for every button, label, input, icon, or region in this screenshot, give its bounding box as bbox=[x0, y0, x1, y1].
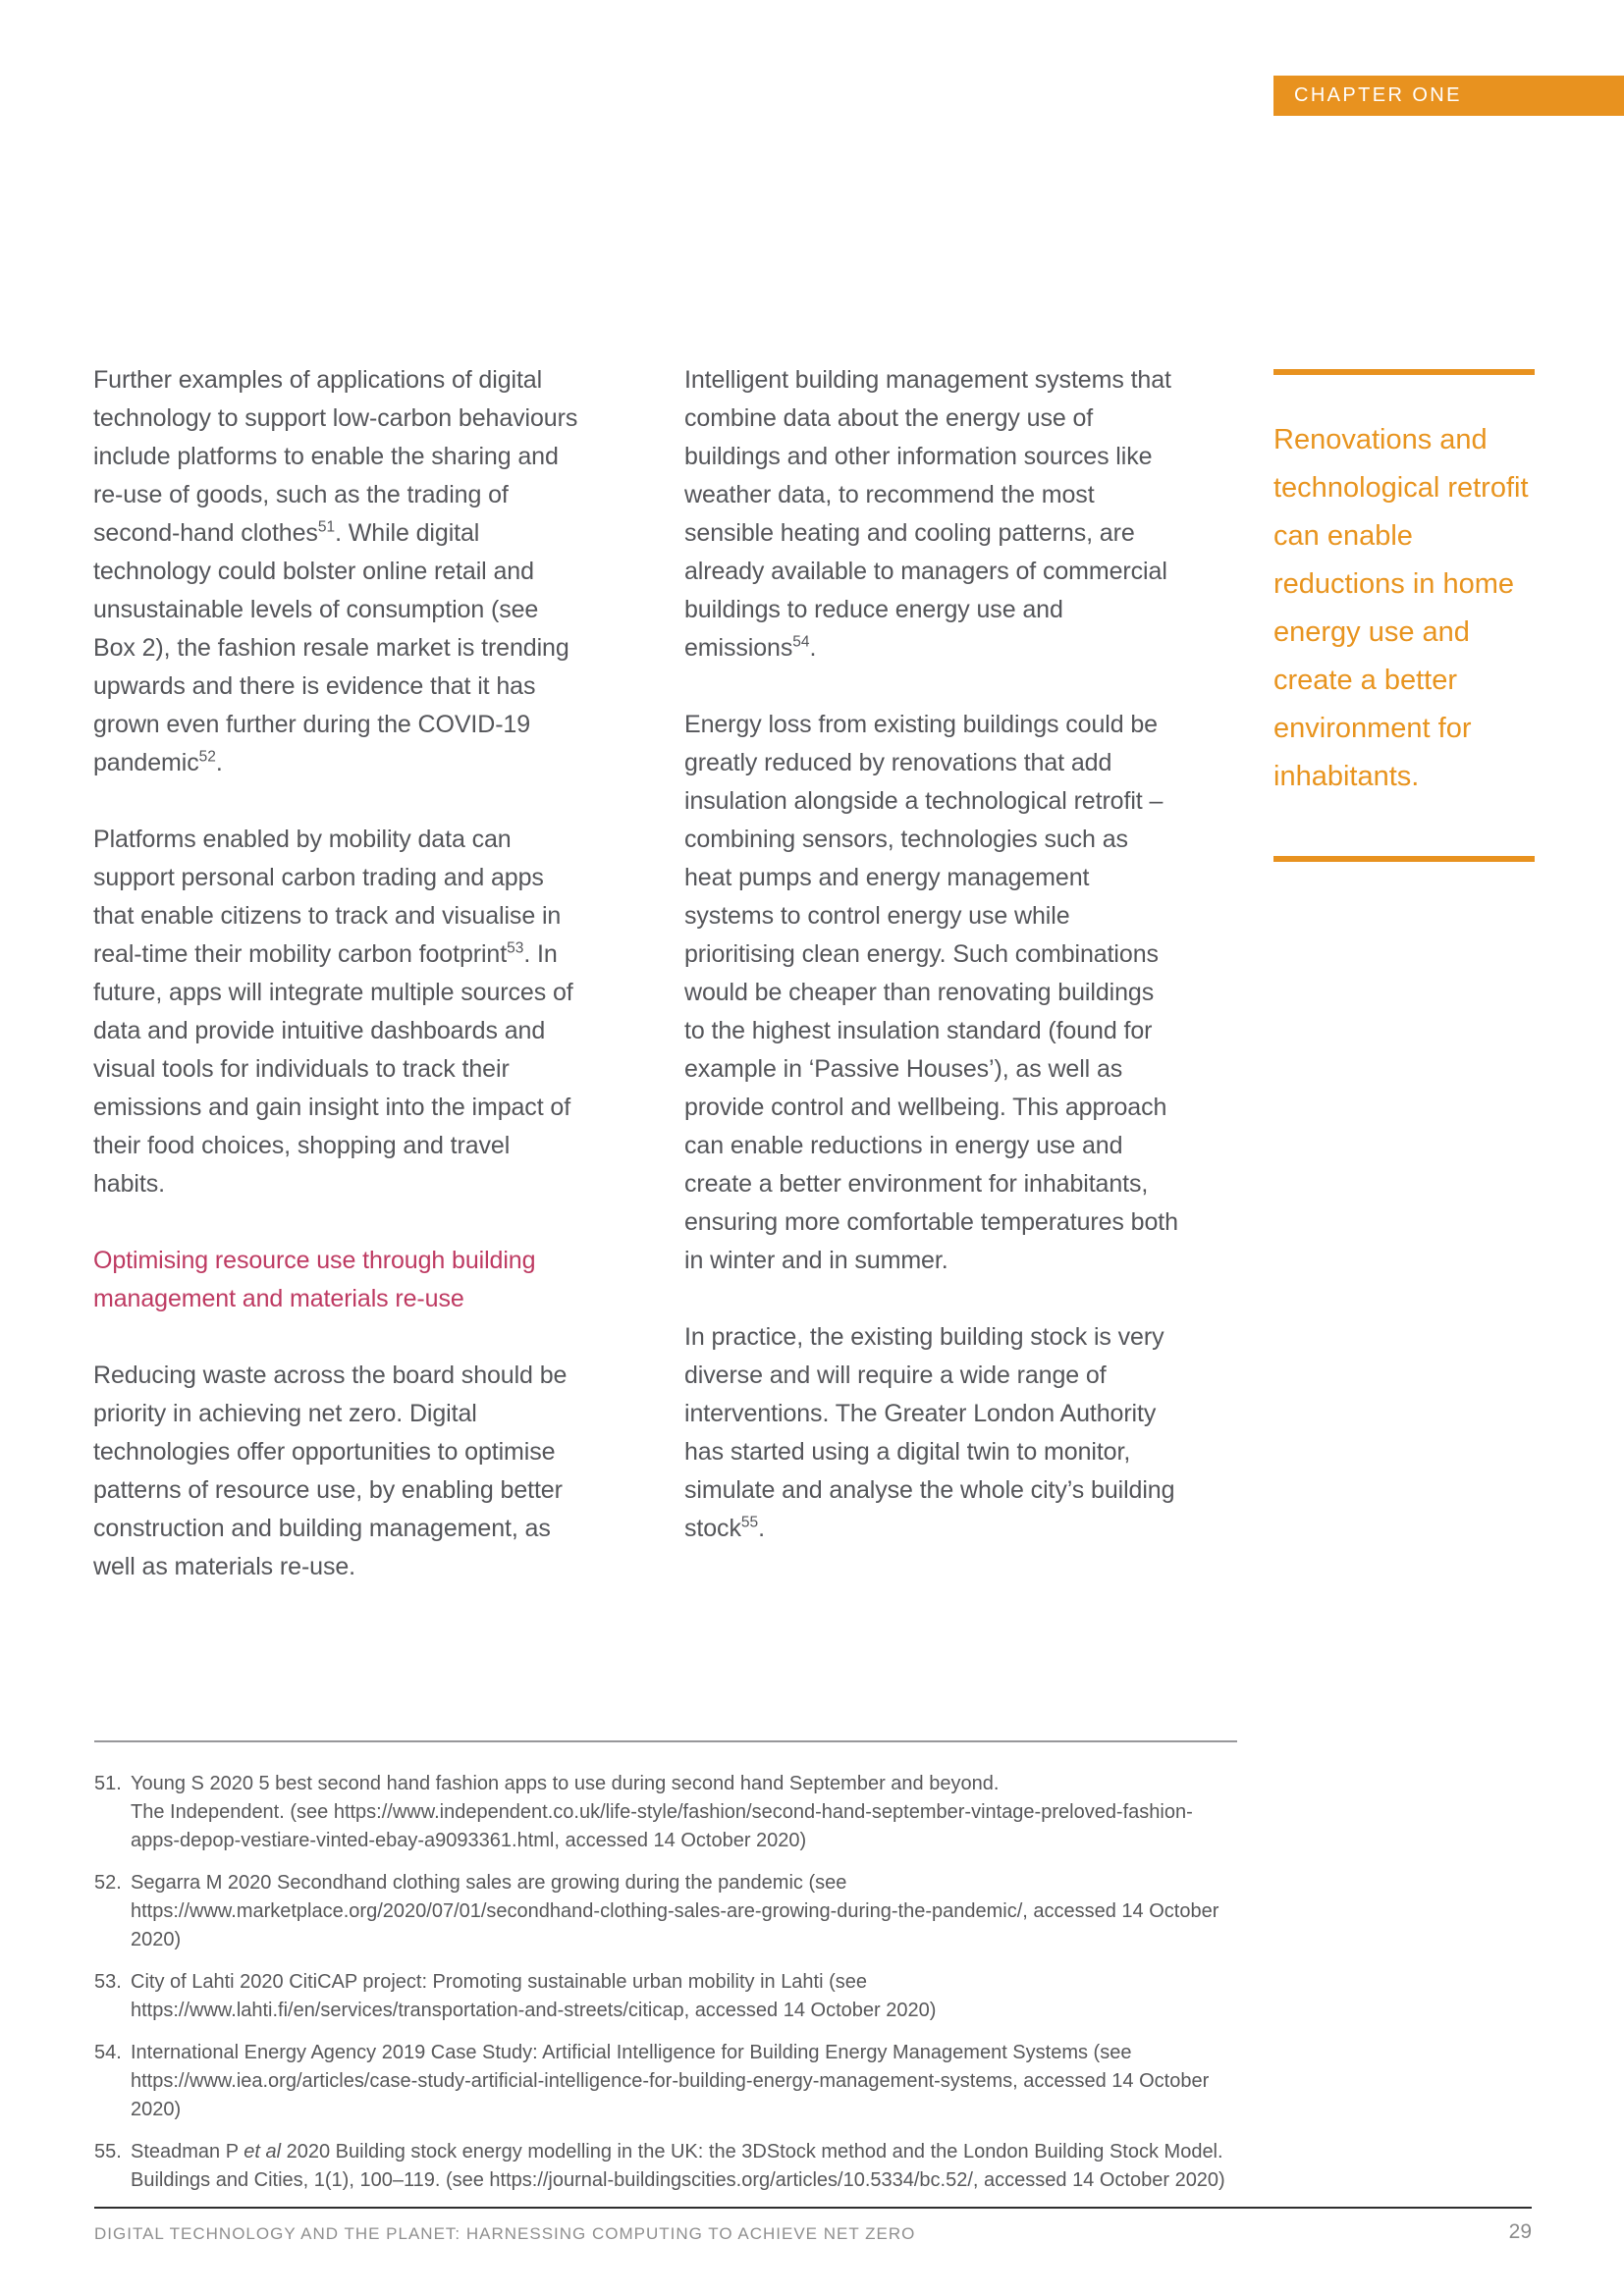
footer-page-number: 29 bbox=[1508, 2220, 1532, 2243]
body-paragraph: Reducing waste across the board should be priority in achieving net zero. Digital technologies offer opportunities to optimise patterns of resource use, by enabling better construction and building management, as well as materials re-use. bbox=[93, 1362, 568, 1580]
pullquote-text: Renovations and technological retrofit can enable reductions in home energy use and create a better environment for inhabitants. bbox=[1273, 424, 1529, 792]
footnote-number: 51. bbox=[94, 1773, 122, 1794]
footnote-item bbox=[94, 2039, 1237, 2124]
body-column-right bbox=[684, 361, 1180, 1548]
body-paragraph: Platforms enabled by mobility data can support personal carbon trading and apps that enable citizens to track and visualise in real-time their mobility carbon footprint$^{53}$. In future, apps will integrate multiple sources of data and provide intuitive dashboards and visual tools for individuals to track their emissions and gain insight into the impact of their food choices, shopping and travel habits. bbox=[93, 826, 573, 1198]
footnote-text: Segarra M 2020 Secondhand clothing sales are growing during the pandemic (see https://www.marketplace.org/2020/07/01/secondhand-clothing-sales-are-growing-during-the-pandemic/, accessed 14 October 2020) bbox=[131, 1872, 1219, 1950]
footnote-text: Young S 2020 5 best second hand fashion apps to use during second hand September and beyond. The Independent. (see https://www.independent.co.uk/life-style/fashion/second-hand-september-vintage-preloved-fashion-apps-depop-vestiare-vinted-ebay-a9093361.html, accessed 14 October 2020) bbox=[131, 1773, 1193, 1851]
chapter-banner-label: CHAPTER ONE bbox=[1294, 84, 1462, 106]
pullquote-rule-top bbox=[1273, 369, 1535, 375]
footnote-item bbox=[94, 2138, 1237, 2195]
footnote-number: 55. bbox=[94, 2141, 122, 2163]
footer-title: DIGITAL TECHNOLOGY AND THE PLANET: HARNESSING COMPUTING TO ACHIEVE NET ZERO bbox=[94, 2224, 916, 2243]
footnote-text: City of Lahti 2020 CitiCAP project: Promoting sustainable urban mobility in Lahti (see https://www.lahti.fi/en/services/transportation-and-streets/citicap, accessed 14 October 2020) bbox=[131, 1971, 937, 2021]
body-paragraph: Intelligent building management systems that combine data about the energy use of buildings and other information sources like weather data, to recommend the most sensible heating and cooling patterns, are already available to managers of commercial buildings to reduce energy use and emissions$^{54}$. bbox=[684, 366, 1171, 662]
body-paragraph: In practice, the existing building stock is very diverse and will require a wide range of interventions. The Greater London Authority has started using a digital twin to monitor, simulate and analyse the whole city’s building stock$^{55}$. bbox=[684, 1323, 1175, 1542]
footnote-number: 53. bbox=[94, 1971, 122, 1993]
footnote-item bbox=[94, 1968, 1237, 2025]
section-heading: Optimising resource use through building management and materials re-use bbox=[93, 1247, 536, 1312]
footnotes bbox=[94, 1740, 1237, 2209]
footnote-text: International Energy Agency 2019 Case Study: Artificial Intelligence for Building Energy Management Systems (see https://www.iea.org/articles/case-study-artificial-intelligence-for-building-energy-management-systems, accessed 14 October 2020) bbox=[131, 2042, 1210, 2120]
pullquote-rule-bottom bbox=[1273, 856, 1535, 862]
chapter-banner bbox=[1273, 76, 1624, 116]
footer-rule bbox=[94, 2207, 1532, 2209]
body-paragraph: Further examples of applications of digital technology to support low-carbon behaviours include platforms to enable the sharing and re-use of goods, such as the trading of second-hand clothes$^{51}$. While digital technology could bolster online retail and unsustainable levels of consumption (see Box 2), the fashion resale market is trending upwards and there is evidence that it has grown even further during the COVID-19 pandemic$^{52}$. bbox=[93, 366, 578, 776]
footnote-number: 52. bbox=[94, 1872, 122, 1894]
footnote-number: 54. bbox=[94, 2042, 122, 2063]
body-paragraph: Energy loss from existing buildings could be greatly reduced by renovations that add insulation alongside a technological retrofit – combining sensors, technologies such as heat pumps and energy management systems to control energy use while prioritising clean energy. Such combinations would be cheaper than renovating buildings to the highest insulation standard (found for example in ‘Passive Houses’), as well as provide control and wellbeing. This approach can enable reductions in energy use and create a better environment for inhabitants, ensuring more comfortable temperatures both in winter and in summer. bbox=[684, 711, 1178, 1274]
footnote-item bbox=[94, 1869, 1237, 1954]
footnote-text: Steadman P et al 2020 Building stock energy modelling in the UK: the 3DStock method and the London Building Stock Model. Buildings and Cities, 1(1), 100–119. (see https://journal-buildingscities.org/articles/10.5334/bc.52/, accessed 14 October 2020) bbox=[131, 2141, 1225, 2191]
footnote-item bbox=[94, 1770, 1237, 1855]
body-column-left bbox=[93, 361, 584, 1586]
